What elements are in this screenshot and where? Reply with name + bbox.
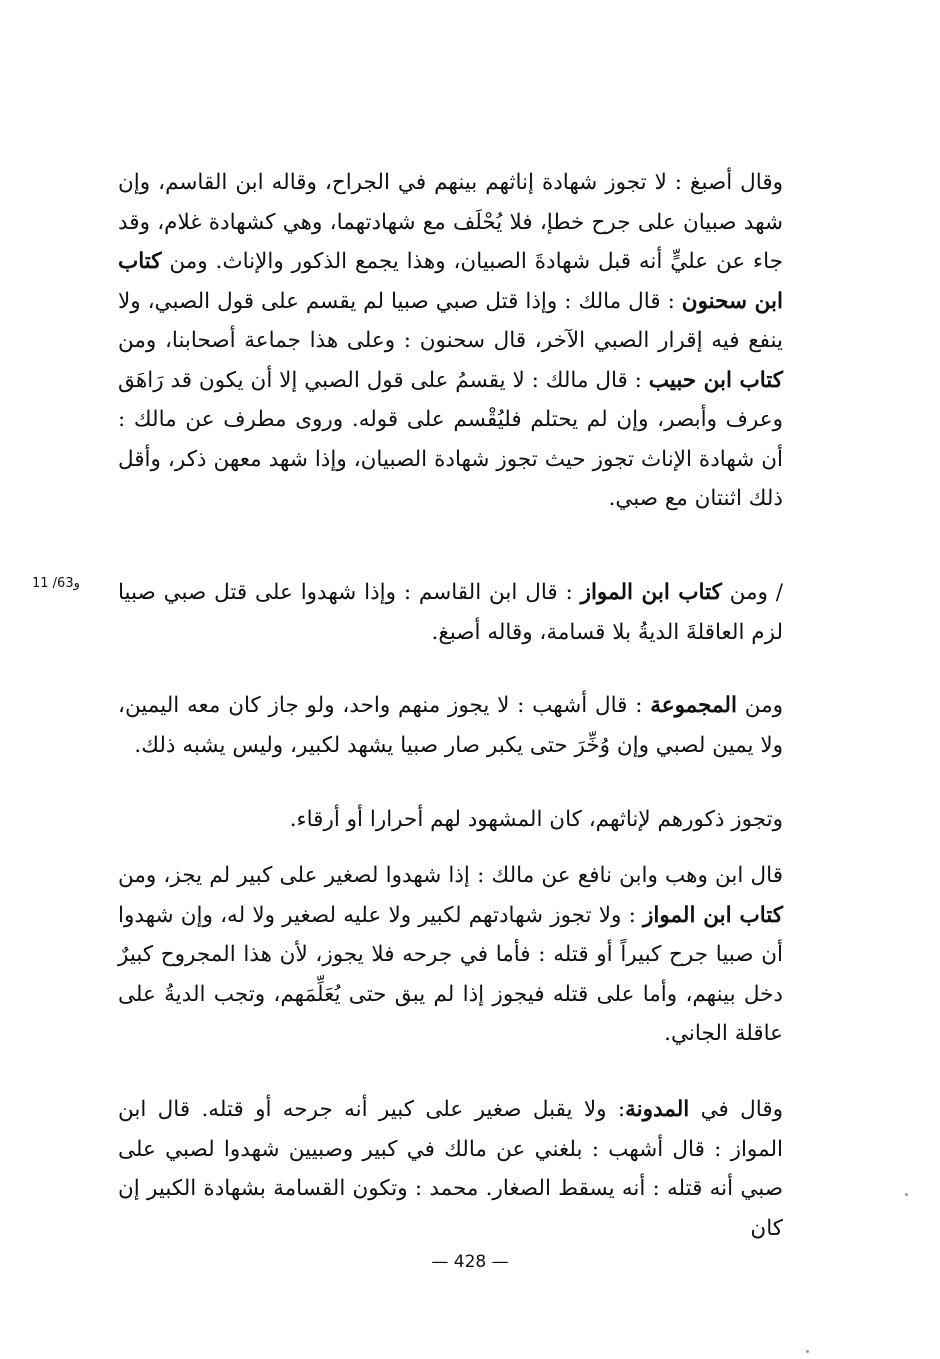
- paragraph-6: [118, 1090, 783, 1248]
- paragraph-2: [118, 573, 783, 652]
- paragraph-text: [118, 573, 783, 652]
- text-run: : قال مالك : وإذا قتل صبي صبيا لم يقسم على قول الصبي، ولا ينفع فيه إقرار الصبي الآخر، قال سحنون : وعلى هذا جماعة أصحابنا، ومن: [118, 288, 783, 353]
- text-run: : ولا يقبل صغير على كبير أنه جرحه أو قتله. قال ابن المواز : قال أشهب : بلغني عن مالك في كبير وصبيين شهدوا لصبي على صبي أنه قتله : أنه يسقط الصغار. محمد : وتكون القسامة بشهادة الكبير إن كان: [118, 1097, 783, 1241]
- paragraph-text: [118, 1090, 783, 1248]
- book-title-bold: كتاب ابن سحنون: [118, 249, 783, 314]
- folio-marker: /: [767, 580, 784, 605]
- text-run: : قال ابن القاسم : وإذا شهدوا على قتل صبي صبيا لزم العاقلةَ الديةُ بلا قسامة، وقاله أصبغ.: [118, 580, 783, 645]
- text-run: : قال أشهب : لا يجوز منهم واحد، ولو جاز كان معه اليمين، ولا يمين لصبي وإن وُخِّرَ حتى يكبر صار صبيا يشهد لكبير، وليس يشبه ذلك.: [118, 693, 783, 758]
- text-run: : ولا تجوز شهادتهم لكبير ولا عليه لصغير ولا له، وإن شهدوا أن صبيا جرح كبيراً أو قتله : فأما في جرحه فلا يجوز، لأن هذا المجروح كبيرٌ دخل بينهم، وأما على قتله فيجوز إذا لم يبق حتى يُعَلِّمَهم، وتجب الديةُ على عاقلة الجاني.: [118, 902, 783, 1046]
- text-run: ومن: [721, 580, 768, 605]
- marginal-folio-reference: 11 /63و: [32, 576, 80, 591]
- book-title-bold: المجموعة: [650, 693, 737, 718]
- paragraph-4: [118, 800, 783, 840]
- scan-speck: [806, 1350, 809, 1353]
- scan-speck: [905, 1193, 908, 1196]
- text-run: ومن: [736, 693, 783, 718]
- book-title-bold: كتاب ابن المواز: [580, 580, 722, 605]
- paragraph-text: [118, 686, 783, 765]
- text-run: وقال أصبغ : لا تجوز شهادة إناثهم بينهم في الجراح، وقاله ابن القاسم، وإن شهد صبيان على جرح خطإ، فلا يُحْلَف مع شهادتهما، وهي كشهادة غلام، وقد جاء عن عليٍّ أنه قبل شهادةَ الصبيان، وهذا يجمع الذكور والإناث. ومن: [118, 170, 783, 274]
- text-run: وتجوز ذكورهم لإناثهم، كان المشهود لهم أحرارا أو أرقاء.: [289, 807, 783, 832]
- book-title-bold: كتاب ابن المواز: [643, 902, 783, 928]
- text-run: وقال في: [689, 1097, 783, 1122]
- book-title-bold: المدونة: [625, 1097, 690, 1122]
- text-run: قال ابن وهب وابن نافع عن مالك : إذا شهدوا لصغير على كبير لم يجز، ومن: [118, 863, 783, 888]
- paragraph-3: [118, 686, 783, 765]
- paragraph-5: [118, 856, 783, 1054]
- paragraph-1: [118, 163, 783, 519]
- paragraph-text: [118, 856, 783, 1054]
- text-run: : قال مالك : لا يقسمُ على قول الصبي إلا أن يكون قد رَاهَق وعرف وأبصر، وإن لم يحتلم فليُقْسم على قوله. وروى مطرف عن مالك : أن شهادة الإناث تجوز حيث تجوز شهادة الصبيان، وإذا شهد معهن ذكر، وأقل ذلك اثنتان مع صبي.: [118, 367, 783, 511]
- paragraph-text: [118, 800, 783, 840]
- book-title-bold: كتاب ابن حبيب: [648, 367, 783, 393]
- page-number: — 428 —: [431, 1252, 509, 1272]
- paragraph-text: [118, 163, 783, 519]
